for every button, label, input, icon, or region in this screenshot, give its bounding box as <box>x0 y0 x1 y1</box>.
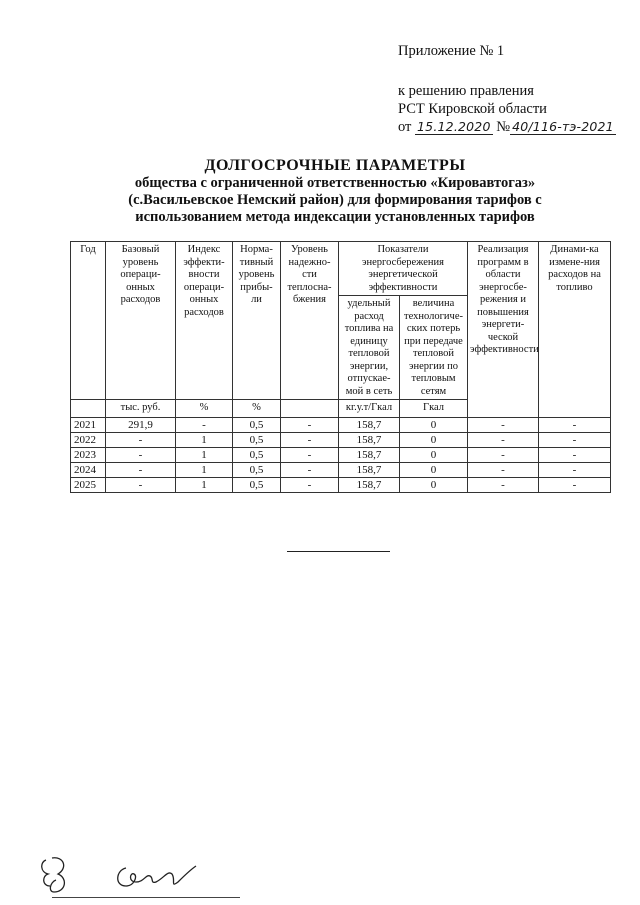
unit-base-costs: тыс. руб. <box>106 400 176 418</box>
header-profit-level: Норма-тивный уровень прибы-ли <box>233 242 281 400</box>
handwritten-signature-icon <box>112 858 200 894</box>
cell-year: 2024 <box>71 463 106 478</box>
cell-fuel-dynamics: - <box>539 463 611 478</box>
signature-baseline <box>52 897 240 898</box>
title-line-2: общества с ограниченной ответственностью «Кировавтогаз» <box>134 175 536 191</box>
cell-efficiency-index: 1 <box>176 478 233 493</box>
date-prefix: от <box>398 119 412 135</box>
unit-specific-fuel: кг.у.т/Гкал <box>339 400 400 418</box>
decision-date: 15.12.2020 <box>417 119 491 134</box>
cell-programs: - <box>468 463 539 478</box>
cell-profit-level: 0,5 <box>233 463 281 478</box>
cell-losses: 0 <box>400 418 468 433</box>
cell-profit-level: 0,5 <box>233 448 281 463</box>
unit-efficiency-index: % <box>176 400 233 418</box>
cell-programs: - <box>468 448 539 463</box>
cell-efficiency-index: 1 <box>176 463 233 478</box>
closing-separator-line <box>287 551 390 552</box>
header-losses: величина технологиче-ских потерь при передаче тепловой энергии по тепловым сетям <box>400 296 468 400</box>
decision-date-line <box>398 118 633 136</box>
title-line-1: ДОЛГОСРОЧНЫЕ ПАРАМЕТРЫ <box>204 157 466 174</box>
unit-profit-level: % <box>233 400 281 418</box>
appendix-title: Приложение № 1 <box>398 43 505 59</box>
title-line-4: использованием метода индексации установленных тарифов <box>135 209 535 225</box>
initials-mark-icon <box>38 852 72 898</box>
table-row <box>71 418 611 433</box>
cell-specific-fuel: 158,7 <box>339 418 400 433</box>
cell-base-costs: 291,9 <box>106 418 176 433</box>
cell-year: 2025 <box>71 478 106 493</box>
document-title <box>60 157 610 226</box>
cell-year: 2022 <box>71 433 106 448</box>
cell-base-costs: - <box>106 433 176 448</box>
unit-losses: Гкал <box>400 400 468 418</box>
cell-fuel-dynamics: - <box>539 478 611 493</box>
header-specific-fuel: удельный расход топлива на единицу тепловой энергии, отпускае-мой в сеть <box>339 296 400 400</box>
header-energy-saving-group: Показатели энергосбережения энергетической эффективности <box>339 242 468 296</box>
cell-fuel-dynamics: - <box>539 418 611 433</box>
table-row <box>71 463 611 478</box>
cell-base-costs: - <box>106 478 176 493</box>
unit-reliability <box>281 400 339 418</box>
cell-programs: - <box>468 433 539 448</box>
cell-base-costs: - <box>106 448 176 463</box>
appendix-block <box>398 42 633 136</box>
cell-efficiency-index: 1 <box>176 433 233 448</box>
cell-profit-level: 0,5 <box>233 418 281 433</box>
cell-year: 2021 <box>71 418 106 433</box>
cell-reliability: - <box>281 433 339 448</box>
cell-profit-level: 0,5 <box>233 478 281 493</box>
header-fuel-dynamics: Динами-ка измене-ния расходов на топливо <box>539 242 611 418</box>
header-programs: Реализация программ в области энергосбе-режения и повышения энергети-ческой эффективности <box>468 242 539 418</box>
cell-efficiency-index: - <box>176 418 233 433</box>
table-row <box>71 433 611 448</box>
cell-losses: 0 <box>400 463 468 478</box>
header-base-costs: Базовый уровень операци-онных расходов <box>106 242 176 400</box>
cell-base-costs: - <box>106 463 176 478</box>
header-year: Год <box>71 242 106 400</box>
decision-number: 40/116-тэ-2021 <box>512 119 614 134</box>
number-prefix: № <box>496 119 511 135</box>
cell-losses: 0 <box>400 433 468 448</box>
cell-programs: - <box>468 478 539 493</box>
cell-reliability: - <box>281 418 339 433</box>
cell-reliability: - <box>281 448 339 463</box>
table-row <box>71 448 611 463</box>
cell-programs: - <box>468 418 539 433</box>
cell-profit-level: 0,5 <box>233 433 281 448</box>
cell-reliability: - <box>281 463 339 478</box>
cell-specific-fuel: 158,7 <box>339 433 400 448</box>
header-row-1 <box>71 242 611 296</box>
cell-reliability: - <box>281 478 339 493</box>
decision-line-1: к решению правления <box>398 83 534 99</box>
cell-specific-fuel: 158,7 <box>339 463 400 478</box>
unit-year <box>71 400 106 418</box>
cell-losses: 0 <box>400 478 468 493</box>
cell-specific-fuel: 158,7 <box>339 448 400 463</box>
cell-fuel-dynamics: - <box>539 448 611 463</box>
cell-specific-fuel: 158,7 <box>339 478 400 493</box>
cell-efficiency-index: 1 <box>176 448 233 463</box>
title-line-3: (с.Васильевское Немский район) для формирования тарифов с <box>128 192 542 208</box>
header-efficiency-index: Индекс эффекти-вности операци-онных расходов <box>176 242 233 400</box>
decision-line-2: РСТ Кировской области <box>398 101 547 117</box>
header-reliability: Уровень надежно-сти теплосна-бжения <box>281 242 339 400</box>
cell-fuel-dynamics: - <box>539 433 611 448</box>
table-row <box>71 478 611 493</box>
parameters-table <box>70 241 611 493</box>
cell-year: 2023 <box>71 448 106 463</box>
cell-losses: 0 <box>400 448 468 463</box>
